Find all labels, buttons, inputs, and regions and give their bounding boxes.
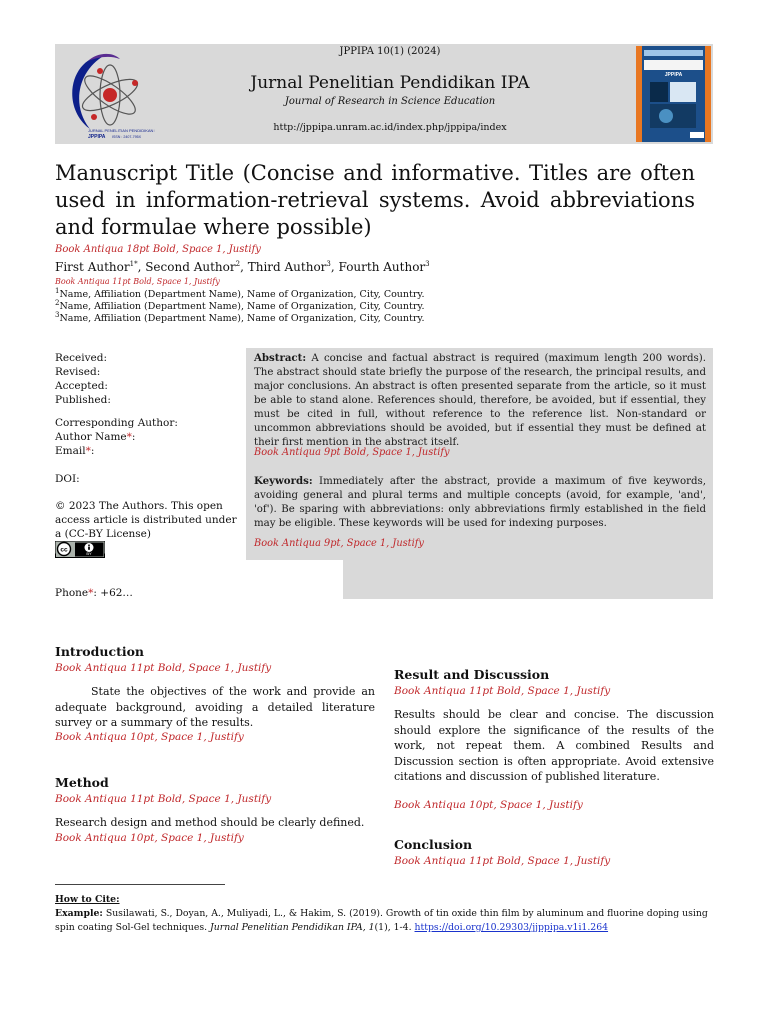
journal-issue: JPPIPA 10(1) (2024) [339, 46, 441, 57]
results-heading: Result and Discussion [394, 667, 550, 682]
accepted-label: Accepted: [55, 380, 108, 392]
abstract-text: Abstract: A concise and factual abstract is required (maximum length 200 words). The abstract should state briefly the purpose of the research, the principal results, and major conclusions. An abstract is often presented separate from the article, so it must be able to stand alone. References should, therefore, be avoided, but if essential, they must be cited in full, without reference to the reference list. Non-standard or uncommon abbreviations should be avoided, but if essential they must be defined at their first mention in the abstract itself. [254, 352, 706, 448]
method-format-note: Book Antiqua 11pt Bold, Space 1, Justify [55, 793, 272, 805]
author-1-sup: 1* [129, 260, 138, 268]
journal-cover-image [636, 46, 711, 142]
author-4-sup: 3 [425, 260, 430, 268]
manuscript-title: Manuscript Title (Concise and informative. Titles are often used in information-retrieval systems. Avoid abbreviations and formulae where possible) [55, 161, 695, 239]
method-text: Research design and method should be clearly defined. [55, 816, 365, 829]
method-format-note-2: Book Antiqua 10pt, Space 1, Justify [55, 832, 244, 844]
phone-field: Phone*: +62… [55, 587, 133, 599]
results-format-note: Book Antiqua 11pt Bold, Space 1, Justify [394, 685, 611, 697]
results-text: Results should be clear and concise. The discussion should explore the significance of the results of the work, not repeat them. A combined Results and Discussion section is often appropriate. Avoid extensive citations and discussion of published literature. [394, 708, 714, 783]
received-label: Received: [55, 352, 107, 364]
author-3-sup: 3 [326, 260, 331, 268]
introduction-heading: Introduction [55, 644, 145, 659]
citation-doi-link[interactable]: https://doi.org/10.29303/jjppipa.v1i1.264 [414, 922, 609, 933]
journal-url[interactable]: http://jppipa.unram.ac.id/index.php/jppipa/index [273, 122, 507, 133]
doi-label: DOI: [55, 473, 80, 485]
citation-example: Example: Susilawati, S., Doyan, A., Muliyadi, L., & Hakim, S. (2019). Growth of tin oxide thin film by aluminum and fluorine doping using spin coating Sol-Gel techniques. Jurnal Penelitian Pendidikan IPA, 1(1), 1-4. https://doi.org/10.29303/jjppipa.v1i1.264 [55, 908, 708, 933]
how-to-cite-heading: How to Cite: [55, 894, 120, 905]
revised-label: Revised: [55, 366, 101, 378]
keywords-format-note: Book Antiqua 9pt, Space 1, Justify [254, 538, 424, 549]
email-field: Email*: [55, 445, 95, 457]
author-2-sup: 2 [235, 260, 241, 268]
author-list [55, 260, 430, 274]
logo-issn: ISSN : 2407-795X [112, 135, 141, 139]
author-1: First Author [55, 260, 130, 274]
author-format-note: Book Antiqua 11pt Bold, Space 1, Justify [55, 277, 220, 286]
author-name-field: Author Name*: [55, 431, 136, 443]
cc-by-badge[interactable] [55, 541, 105, 562]
journal-logo [60, 47, 155, 142]
journal-title: Jurnal Penelitian Pendidikan IPA [250, 73, 530, 93]
license-text: © 2023 The Authors. This open access article is distributed under a (CC-BY License) [55, 500, 237, 540]
abstract-box-extension [343, 560, 713, 599]
results-format-note-2: Book Antiqua 10pt, Space 1, Justify [394, 799, 583, 811]
author-3: , Third Author [240, 260, 327, 274]
introduction-format-note: Book Antiqua 11pt Bold, Space 1, Justify [55, 662, 272, 674]
cover-title: JPPIPA [664, 72, 683, 78]
svg-text:cc: cc [60, 546, 68, 554]
affiliation-1: $^1$Name, Affiliation (Department Name), Name of Organization, City, Country. [55, 286, 425, 300]
affiliation-3: $^3$Name, Affiliation (Department Name), Name of Organization, City, Country. [55, 310, 425, 324]
conclusion-heading: Conclusion [394, 837, 473, 852]
published-label: Published: [55, 394, 111, 406]
introduction-text: State the objectives of the work and provide an adequate background, avoiding a detailed literature survey or a summary of the results. [55, 685, 375, 729]
title-format-note: Book Antiqua 18pt Bold, Space 1, Justify [55, 244, 261, 255]
corresponding-author-label: Corresponding Author: [55, 417, 178, 429]
how-to-cite [55, 893, 715, 935]
journal-subtitle: Journal of Research in Science Education [284, 96, 496, 107]
cc-badge-label: BY [86, 551, 92, 557]
affiliation-2: $^2$Name, Affiliation (Department Name), Name of Organization, City, Country. [55, 298, 425, 312]
keywords-text: Keywords: Immediately after the abstract, provide a maximum of five keywords, avoiding general and plural terms and multiple concepts (avoid, for example, 'and', 'of'). Be sparing with abbreviations: only abbreviations firmly established in the field may be eligible. These keywords will be used for indexing purposes. [254, 475, 706, 529]
author-2: , Second Author [137, 260, 236, 274]
logo-caption: JURNAL PENELITIAN PENDIDIKAN IPA [88, 128, 155, 133]
introduction-format-note-2: Book Antiqua 10pt, Space 1, Justify [55, 731, 244, 743]
logo-name: JPPIPA [88, 134, 106, 140]
conclusion-format-note: Book Antiqua 11pt Bold, Space 1, Justify [394, 855, 611, 867]
footnote-divider [55, 884, 225, 885]
author-4: , Fourth Author [330, 260, 426, 274]
method-heading: Method [55, 775, 109, 790]
abstract-format-note: Book Antiqua 9pt Bold, Space 1, Justify [254, 447, 450, 458]
